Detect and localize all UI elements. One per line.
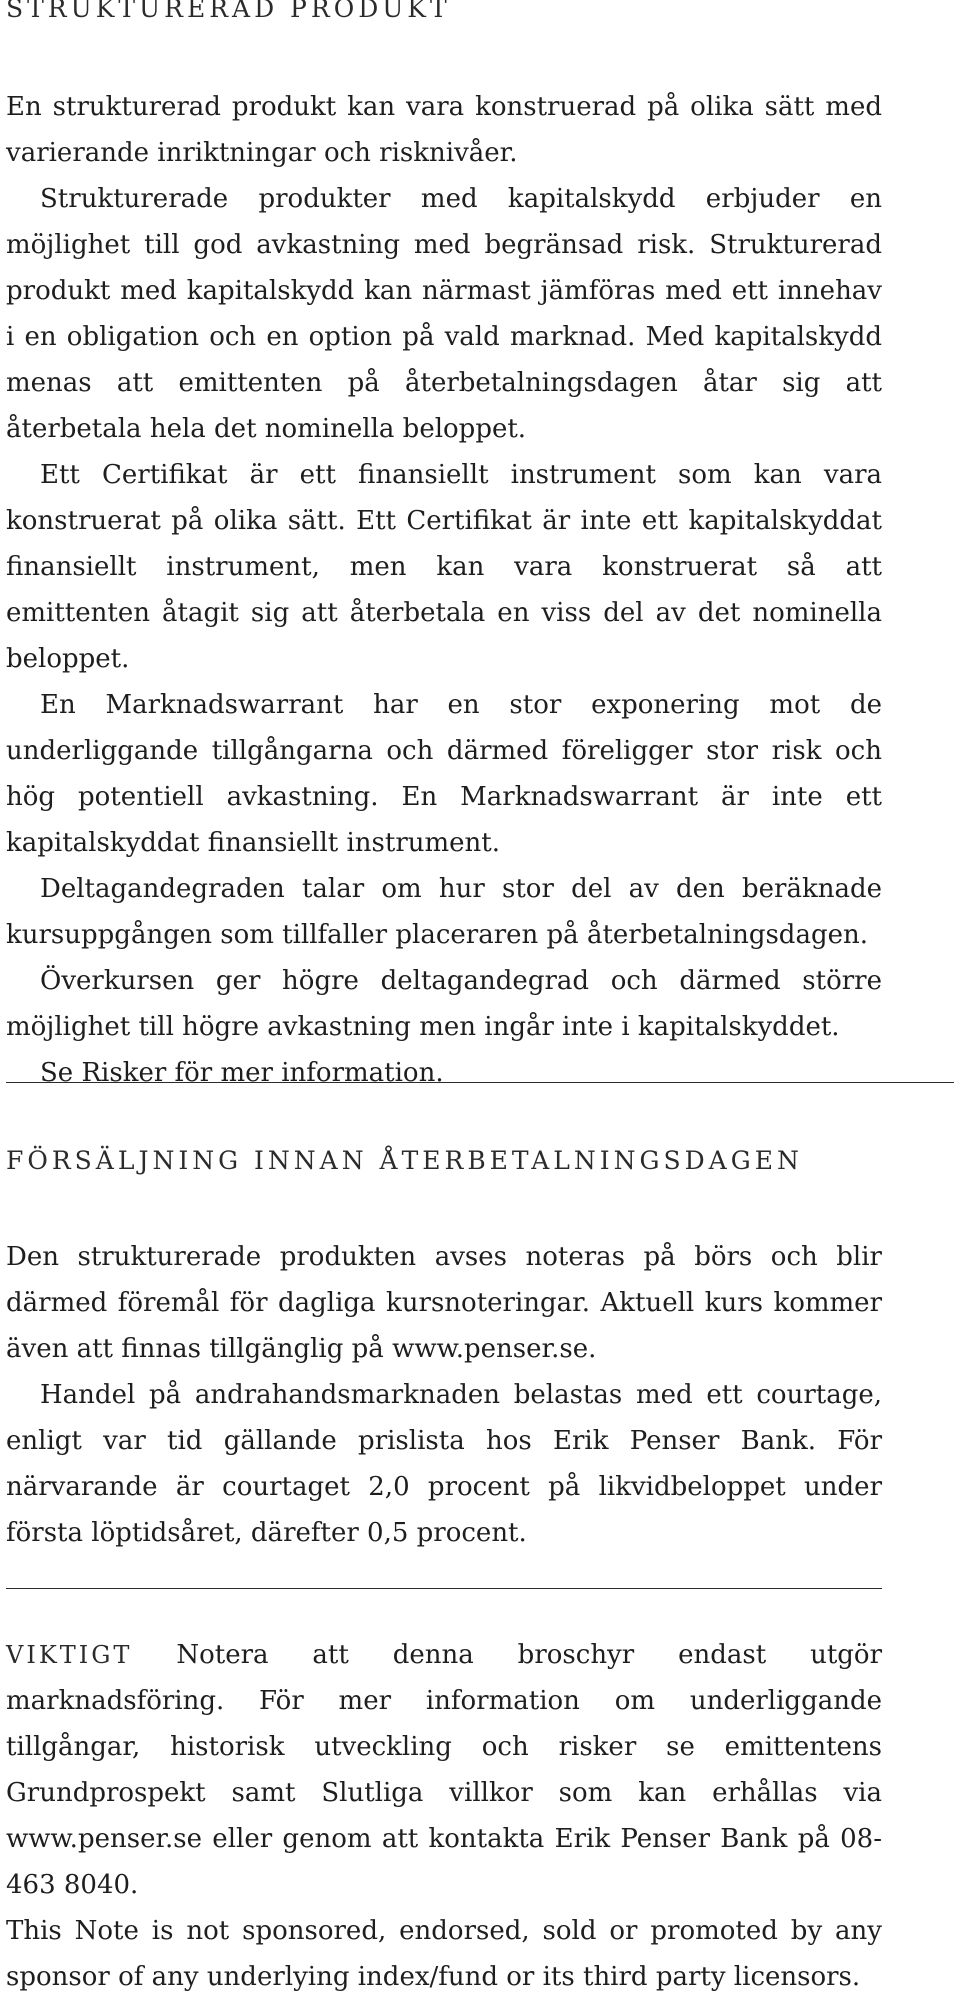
paragraph: Se Risker för mer information. (40, 1058, 444, 1088)
important-notice (6, 1632, 882, 2000)
sponsor-disclaimer: This Note is not sponsored, endorsed, sold or promoted by any sponsor of any underlying index/fund or its third party licensors. (6, 1916, 882, 1992)
paragraph: Handel på andrahandsmarknaden belastas med ett courtage, enligt var tid gällande prislista hos Erik Penser Bank. För närvarande är courtaget 2,0 procent på likvidbeloppet under första löptidsåret, därefter 0,5 procent. (6, 1380, 882, 1548)
section-heading-strukturerad-produkt: STRUKTURERAD PRODUKT (6, 0, 451, 23)
section-heading-forsaljning: FÖRSÄLJNING INNAN ÅTERBETALNINGSDAGEN (6, 1146, 803, 1175)
paragraph: Ett Certifikat är ett finansiellt instrument som kan vara konstruerat på olika sätt. Ett Certifikat är inte ett kapitalskyddat finansiellt instrument, men kan vara konstruerat så att emittenten åtagit sig att återbetala en viss del av det nominella beloppet. (6, 460, 882, 674)
section-body-strukturerad-produkt (6, 84, 882, 1096)
paragraph: Överkursen ger högre deltagandegrad och därmed större möjlighet till högre avkastning men ingår inte i kapitalskyddet. (6, 966, 882, 1042)
important-text: Notera att denna broschyr endast utgör marknadsföring. För mer information om underliggande tillgångar, historisk utveckling och risker se emittentens Grundprospekt samt Slutliga villkor som kan erhållas via www.penser.se eller genom att kontakta Erik Penser Bank på 08-463 8040. (6, 1640, 883, 1900)
paragraph: Strukturerade produkter med kapitalskydd erbjuder en möjlighet till god avkastning med begränsad risk. Strukturerad produkt med kapitalskydd kan närmast jämföras med ett innehav i en obligation och en option på vald marknad. Med kapitalskydd menas att emittenten på återbetalningsdagen åtar sig att återbetala hela det nominella beloppet. (6, 184, 882, 444)
section-divider (6, 1082, 954, 1083)
section-body-forsaljning (6, 1234, 882, 1556)
important-paragraph (6, 1632, 882, 1908)
important-label: VIKTIGT (6, 1641, 133, 1669)
paragraph: En strukturerad produkt kan vara konstruerad på olika sätt med varierande inriktningar och risknivåer. (6, 92, 882, 168)
section-divider (6, 1588, 882, 1589)
paragraph: En Marknadswarrant har en stor exponering mot de underliggande tillgångarna och därmed föreligger stor risk och hög potentiell avkastning. En Marknadswarrant är inte ett kapitalskyddat finansiellt instrument. (6, 690, 882, 858)
paragraph: Deltagandegraden talar om hur stor del av den beräknade kursuppgången som tillfaller placeraren på återbetalningsdagen. (6, 874, 882, 950)
paragraph: Den strukturerade produkten avses noteras på börs och blir därmed föremål för dagliga kursnoteringar. Aktuell kurs kommer även att finnas tillgänglig på www.penser.se. (6, 1242, 882, 1364)
